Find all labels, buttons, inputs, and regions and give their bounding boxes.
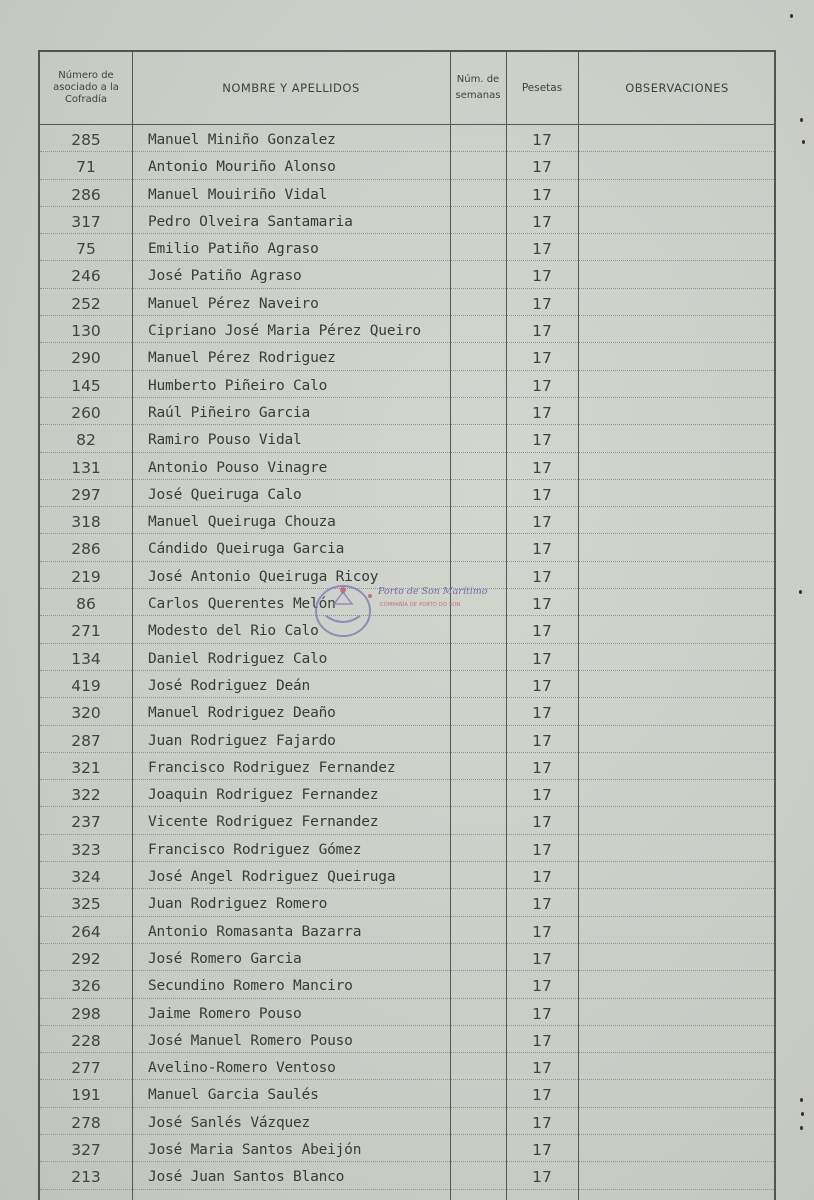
pesetas-amount: 17 — [532, 704, 552, 723]
associate-name: José Juan Santos Blanco — [148, 1169, 345, 1186]
table-row — [40, 261, 774, 288]
table-row — [40, 807, 774, 834]
associate-number: 323 — [71, 840, 101, 859]
paper-speck — [800, 1098, 803, 1102]
associate-number: 71 — [76, 158, 96, 177]
pesetas-amount: 17 — [532, 349, 552, 368]
associate-name: Manuel Queiruga Chouza — [148, 514, 336, 531]
associate-name: Francisco Rodriguez Gómez — [148, 841, 362, 858]
paper-speck — [801, 1112, 804, 1116]
table-row — [40, 453, 774, 480]
associate-number: 290 — [71, 349, 101, 368]
associate-name: Humberto Piñeiro Calo — [148, 377, 328, 394]
pesetas-amount: 17 — [532, 403, 552, 422]
associate-name: Jaime Romero Pouso — [148, 1005, 302, 1022]
associate-number: 213 — [71, 1168, 101, 1187]
associate-name: Antonio Pouso Vinagre — [148, 459, 328, 476]
associate-number: 322 — [71, 786, 101, 805]
table-row — [40, 534, 774, 561]
associate-number: 278 — [71, 1113, 101, 1132]
associate-name: Francisco Rodriguez Fernandez — [148, 759, 396, 776]
pesetas-amount: 17 — [532, 758, 552, 777]
associate-name: Manuel Pérez Rodriguez — [148, 350, 336, 367]
paper-speck — [799, 590, 802, 594]
associate-number: 75 — [76, 240, 96, 259]
table-row — [40, 343, 774, 370]
associate-name: Cipriano José Maria Pérez Queiro — [148, 323, 421, 340]
table-row — [40, 507, 774, 534]
associate-name: Emilio Patiño Agraso — [148, 241, 319, 258]
associate-number: 237 — [71, 813, 101, 832]
pesetas-amount: 17 — [532, 1140, 552, 1159]
pesetas-amount: 17 — [532, 131, 552, 149]
associate-number: 131 — [71, 458, 101, 477]
table-row — [40, 480, 774, 507]
pesetas-amount: 17 — [532, 1059, 552, 1078]
table-row — [40, 125, 774, 152]
stamp-subtitle: COMPAÑÍA DE PORTO DO SON — [380, 602, 461, 608]
associate-name: Pedro Olveira Santamaria — [148, 213, 353, 230]
table-row — [40, 371, 774, 398]
pesetas-amount: 17 — [532, 868, 552, 887]
pesetas-amount: 17 — [532, 922, 552, 941]
table-row — [40, 616, 774, 643]
associate-number: 327 — [71, 1140, 101, 1159]
table-row — [40, 889, 774, 916]
associate-name: Antonio Romasanta Bazarra — [148, 923, 362, 940]
associate-number: 292 — [71, 949, 101, 968]
associate-name: Joaquin Rodriguez Fernandez — [148, 787, 379, 804]
associate-number: 246 — [71, 267, 101, 286]
pesetas-amount: 17 — [532, 513, 552, 532]
table-row — [40, 207, 774, 234]
table-row — [40, 562, 774, 589]
associate-name: José Maria Santos Abeijón — [148, 1141, 362, 1158]
table-row — [40, 671, 774, 698]
table-row — [40, 1053, 774, 1080]
associate-name: Manuel Garcia Saulés — [148, 1087, 319, 1104]
associate-number: 325 — [71, 895, 101, 914]
associate-number: 317 — [71, 212, 101, 231]
table-row — [40, 1135, 774, 1162]
associate-number: 287 — [71, 731, 101, 750]
associate-name: Carlos Querentes Melón — [148, 596, 336, 613]
pesetas-amount: 17 — [532, 485, 552, 504]
associate-number: 298 — [71, 1004, 101, 1023]
pesetas-amount: 17 — [532, 1168, 552, 1187]
pesetas-amount: 17 — [532, 540, 552, 559]
associate-name: José Sanlés Vázquez — [148, 1114, 311, 1131]
pesetas-amount: 17 — [532, 1113, 552, 1132]
associate-number: 286 — [71, 540, 101, 559]
associate-name: Manuel Rodriguez Deaño — [148, 705, 336, 722]
pesetas-amount: 17 — [532, 595, 552, 614]
associate-name: Secundino Romero Manciro — [148, 978, 353, 995]
associate-name: Juan Rodriguez Fajardo — [148, 732, 336, 749]
associate-number: 286 — [71, 185, 101, 204]
associate-name: Manuel Pérez Naveiro — [148, 295, 319, 312]
associate-number: 324 — [71, 868, 101, 887]
paper-speck — [802, 140, 805, 144]
pesetas-amount: 17 — [532, 813, 552, 832]
associate-name: José Manuel Romero Pouso — [148, 1032, 353, 1049]
cofradia-stamp-icon — [312, 582, 374, 640]
table-row — [40, 316, 774, 343]
associate-name: José Antonio Queiruga Ricoy — [148, 568, 379, 585]
table-row — [40, 1026, 774, 1053]
table-row — [40, 180, 774, 207]
pesetas-amount: 17 — [532, 622, 552, 641]
associate-number: 277 — [71, 1059, 101, 1078]
pesetas-amount: 17 — [532, 567, 552, 586]
associate-number: 264 — [71, 922, 101, 941]
associate-name: Modesto del Rio Calo — [148, 623, 319, 640]
header-observaciones: OBSERVACIONES — [625, 81, 729, 95]
table-row — [40, 1162, 774, 1189]
pesetas-amount: 17 — [532, 676, 552, 695]
table-row — [40, 1080, 774, 1107]
pesetas-amount: 17 — [532, 649, 552, 668]
associate-number: 320 — [71, 704, 101, 723]
associate-name: Vicente Rodriguez Fernandez — [148, 814, 379, 831]
associate-number: 82 — [76, 431, 96, 450]
table-row — [40, 917, 774, 944]
table-row — [40, 971, 774, 998]
pesetas-amount: 17 — [532, 431, 552, 450]
table-row — [40, 944, 774, 971]
table-row — [40, 644, 774, 671]
pesetas-amount: 17 — [532, 840, 552, 859]
associate-number: 321 — [71, 758, 101, 777]
associate-number: 260 — [71, 403, 101, 422]
table-row — [40, 289, 774, 316]
table-row — [40, 835, 774, 862]
associate-number: 271 — [71, 622, 101, 641]
associate-number: 326 — [71, 977, 101, 996]
associate-number: 419 — [71, 676, 101, 695]
associate-number: 285 — [71, 131, 101, 149]
pesetas-amount: 17 — [532, 212, 552, 231]
associate-number: 297 — [71, 485, 101, 504]
pesetas-amount: 17 — [532, 949, 552, 968]
associate-name: Raúl Piñeiro Garcia — [148, 404, 311, 421]
associate-number: 219 — [71, 567, 101, 586]
header-semanas: Núm. de semanas — [455, 74, 501, 101]
table-row — [40, 152, 774, 179]
associate-name: Cándido Queiruga Garcia — [148, 541, 345, 558]
associate-number: 134 — [71, 649, 101, 668]
header-pesetas: Pesetas — [521, 82, 563, 94]
pesetas-amount: 17 — [532, 267, 552, 286]
associate-number: 191 — [71, 1086, 101, 1105]
table-row — [40, 398, 774, 425]
pesetas-amount: 17 — [532, 731, 552, 750]
table-row — [40, 753, 774, 780]
table-header — [40, 52, 774, 125]
pesetas-amount: 17 — [532, 895, 552, 914]
associate-name: José Rodriguez Deán — [148, 677, 311, 694]
pesetas-amount: 17 — [532, 786, 552, 805]
paper-speck — [800, 118, 803, 122]
associate-number: 145 — [71, 376, 101, 395]
associate-name: Manuel Miniño Gonzalez — [148, 132, 336, 148]
associate-name: Manuel Mouiriño Vidal — [148, 186, 328, 203]
associate-name: Antonio Mouriño Alonso — [148, 159, 336, 176]
ledger-table — [38, 50, 776, 1200]
associate-number: 228 — [71, 1031, 101, 1050]
pesetas-amount: 17 — [532, 185, 552, 204]
associate-name: Juan Rodriguez Romero — [148, 896, 328, 913]
associate-number: 318 — [71, 513, 101, 532]
associate-name: José Romero Garcia — [148, 950, 302, 967]
table-row — [40, 780, 774, 807]
associate-number: 86 — [76, 595, 96, 614]
table-row — [40, 425, 774, 452]
pesetas-amount: 17 — [532, 458, 552, 477]
pesetas-amount: 17 — [532, 1004, 552, 1023]
pesetas-amount: 17 — [532, 977, 552, 996]
associate-name: Avelino-Romero Ventoso — [148, 1060, 336, 1077]
pesetas-amount: 17 — [532, 1031, 552, 1050]
header-nombre: NOMBRE Y APELLIDOS — [222, 81, 360, 95]
table-row — [40, 698, 774, 725]
paper-speck — [800, 1126, 803, 1130]
table-body — [40, 125, 774, 1190]
associate-name: José Patiño Agraso — [148, 268, 302, 285]
table-row — [40, 234, 774, 261]
associate-number: 252 — [71, 294, 101, 313]
associate-name: Daniel Rodriguez Calo — [148, 650, 328, 667]
table-row — [40, 999, 774, 1026]
pesetas-amount: 17 — [532, 240, 552, 259]
associate-number: 130 — [71, 322, 101, 341]
table-row — [40, 862, 774, 889]
stamp-title: Porto de Son Marítimo — [378, 586, 488, 597]
pesetas-amount: 17 — [532, 294, 552, 313]
pesetas-amount: 17 — [532, 158, 552, 177]
table-row — [40, 726, 774, 753]
header-numero: Número de asociado a la Cofradía — [53, 70, 119, 105]
pesetas-amount: 17 — [532, 376, 552, 395]
table-row — [40, 1108, 774, 1135]
paper-speck — [790, 14, 793, 18]
associate-name: Ramiro Pouso Vidal — [148, 432, 302, 449]
pesetas-amount: 17 — [532, 1086, 552, 1105]
associate-name: José Angel Rodriguez Queiruga — [148, 869, 396, 886]
pesetas-amount: 17 — [532, 322, 552, 341]
associate-name: José Queiruga Calo — [148, 486, 302, 503]
